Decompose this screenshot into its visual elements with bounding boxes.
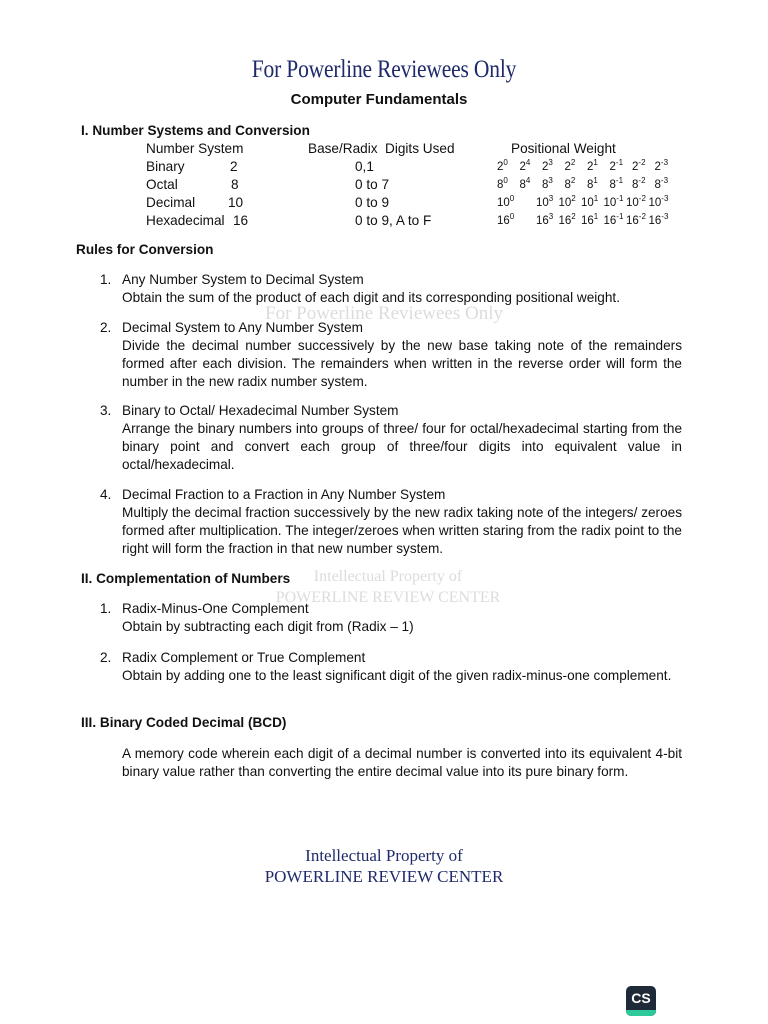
item-title: Binary to Octal/ Hexadecimal Number System [122, 403, 399, 418]
complement-item [100, 600, 682, 636]
col-header-radix: Base/Radix [308, 141, 378, 156]
item-number: 3. [100, 403, 112, 418]
weight-cell: $10^{-2}$ [626, 194, 646, 209]
page-header-title: For Powerline Reviewees Only [251, 56, 517, 83]
weight-cell: $2^3$ [542, 158, 553, 173]
weight-cell: $10^3$ [536, 194, 554, 209]
weight-cell: $8^3$ [542, 176, 553, 191]
weight-cell: $2^4$ [519, 158, 531, 173]
positional-weights [497, 158, 677, 176]
weight-cell: $8^2$ [564, 176, 576, 191]
footer-line2: POWERLINE REVIEW CENTER [264, 867, 504, 886]
system-name: Binary [146, 159, 185, 174]
watermark-line2: POWERLINE REVIEW CENTER [275, 589, 501, 606]
page-subtitle: Computer Fundamentals [290, 91, 468, 108]
item-title: Radix Complement or True Complement [122, 650, 366, 665]
item-text: Obtain by adding one to the least significant digit of the given radix-minus-one complement. [122, 668, 672, 683]
item-text: Divide the decimal number successively by the new base taking note of the remainders formed after each division. The remainders when written in the reverse order will form the number in the new radix number system. [122, 338, 682, 389]
weight-cell: $10^{-1}$ [603, 194, 624, 209]
conversion-rule [100, 319, 682, 391]
item-number: 1. [100, 601, 112, 616]
weight-cell: $10^0$ [497, 194, 515, 209]
col-header-digits: Digits Used [385, 141, 455, 156]
conversion-rule [100, 486, 682, 558]
weight-cell: $2^{-1}$ [609, 158, 624, 173]
weight-cell: $10^2$ [558, 194, 576, 209]
conversion-rule [100, 402, 682, 474]
weight-cell: $16^{-2}$ [626, 212, 646, 227]
watermark-line1: Intellectual Property of [313, 568, 463, 585]
camscanner-logo [626, 986, 656, 1016]
item-number: 2. [100, 320, 112, 335]
item-title: Any Number System to Decimal System [122, 272, 364, 287]
system-digits: 0 to 9 [355, 195, 390, 210]
weight-cell: $16^0$ [497, 212, 515, 227]
weight-cell: $2^1$ [587, 158, 598, 173]
weight-cell: $16^1$ [581, 212, 599, 227]
col-header-weight: Positional Weight [511, 141, 616, 156]
system-radix: 10 [228, 195, 244, 210]
item-text: Obtain the sum of the product of each digit and its corresponding positional weight. [122, 290, 620, 305]
weight-cell: $8^1$ [587, 176, 598, 191]
weight-cell: $8^{-3}$ [654, 176, 669, 191]
footer-line1: Intellectual Property of [305, 846, 463, 865]
system-radix: 16 [233, 213, 249, 228]
item-title: Decimal Fraction to a Fraction in Any Number System [122, 487, 446, 502]
weight-cell: $16^2$ [558, 212, 576, 227]
weight-cell: $8^0$ [497, 176, 508, 191]
watermark-top: For Powerline Reviewees Only [265, 303, 503, 324]
system-radix: 2 [230, 159, 238, 174]
weight-cell: $8^{-1}$ [609, 176, 624, 191]
system-digits: 0,1 [355, 159, 374, 174]
section2-heading: II. Complementation of Numbers [81, 571, 291, 586]
item-title: Radix-Minus-One Complement [122, 601, 309, 616]
weight-cell: $16^3$ [536, 212, 554, 227]
item-text: Obtain by subtracting each digit from (Radix – 1) [122, 619, 414, 634]
section1-heading: I. Number Systems and Conversion [81, 123, 310, 138]
footer [0, 845, 768, 887]
bcd-description: A memory code wherein each digit of a decimal number is converted into its equivalent 4-bit binary value rather than converting the entire decimal value into its pure binary form. [122, 746, 682, 779]
conversion-rule [100, 271, 682, 307]
rules-heading: Rules for Conversion [76, 242, 214, 257]
col-header-system: Number System [146, 141, 244, 156]
item-text: Multiply the decimal fraction successively by the new radix taking note of the integers/ zeroes formed after multiplication. The integer/zeroes when written staring from the radix point to the right will form the fraction in that new number system. [122, 505, 682, 556]
weight-cell: $2^0$ [497, 158, 508, 173]
item-number: 1. [100, 272, 112, 287]
system-name: Hexadecimal [146, 213, 225, 228]
item-number: 2. [100, 650, 112, 665]
weight-cell: $10^1$ [581, 194, 599, 209]
system-radix: 8 [231, 177, 239, 192]
weight-cell: $8^{-2}$ [632, 176, 646, 191]
logo-text: CS [631, 990, 651, 1006]
complement-item [100, 649, 682, 685]
weight-cell: $16^{-3}$ [648, 212, 669, 227]
positional-weights [497, 212, 671, 230]
weight-cell: $16^{-1}$ [603, 212, 624, 227]
system-digits: 0 to 7 [355, 177, 390, 192]
system-name: Decimal [146, 195, 196, 210]
weight-cell: $2^2$ [564, 158, 576, 173]
positional-weights [497, 176, 677, 194]
weight-cell: $8^4$ [519, 176, 531, 191]
weight-cell: $2^{-3}$ [654, 158, 669, 173]
weight-cell: $2^{-2}$ [632, 158, 646, 173]
item-text: Arrange the binary numbers into groups of three/ four for octal/hexadecimal starting from the binary point and convert each group of three/four digits into equivalent value in octal/hexadecimal. [122, 421, 682, 472]
system-name: Octal [146, 177, 178, 192]
weight-cell: $10^{-3}$ [648, 194, 669, 209]
item-title: Decimal System to Any Number System [122, 320, 363, 335]
item-number: 4. [100, 487, 112, 502]
system-digits: 0 to 9, A to F [355, 213, 432, 228]
positional-weights [497, 194, 671, 212]
section3-heading: III. Binary Coded Decimal (BCD) [81, 715, 287, 730]
